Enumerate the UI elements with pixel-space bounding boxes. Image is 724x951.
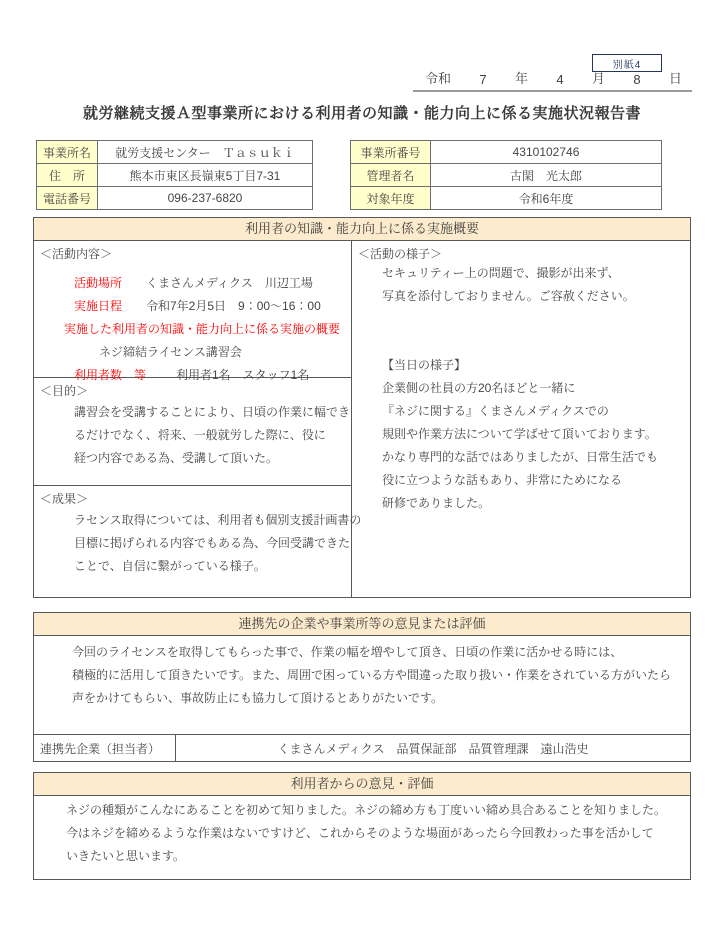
report-date [413, 70, 692, 92]
partner-section-header: 連携先の企業や事業所等の意見または評価 [34, 613, 690, 636]
table-row [351, 164, 662, 187]
attachment-number-label: 別紙4 [612, 59, 642, 71]
spacer [352, 308, 690, 331]
partner-comment-line: 今回のライセンスを取得してもらった事で、作業の幅を増やして頂き、日頃の作業に活かせる時には、 [72, 645, 623, 659]
manager-name-value: 古閑 光太郎 [431, 164, 662, 187]
appearance-day-line: 役に立つような話もあり、非常にためになる [382, 473, 623, 487]
result-line: ことで、自信に繋がっている様子。 [74, 559, 266, 573]
appearance-box-title: ＜活動の様子＞ [358, 247, 443, 261]
activity-count-label: 利用者数 等 [74, 368, 147, 382]
purpose-line: 経つ内容である為、受講して頂いた。 [74, 451, 279, 465]
purpose-line: 講習会を受講することにより、日頃の作業に幅でき [74, 405, 351, 419]
result-box [34, 486, 362, 598]
overview-section [33, 217, 691, 598]
partner-company-label: 連携先企業（担当者） [34, 735, 176, 761]
appearance-day-line: 企業側の社員の方20名ほどと一緒に [382, 381, 576, 395]
activity-box [34, 241, 351, 382]
activity-schedule-value: 令和7年2月5日 9：00～16：00 [146, 299, 321, 313]
activity-place-row [34, 272, 351, 295]
user-feedback-text [34, 796, 690, 868]
purpose-box-title: ＜目的＞ [40, 384, 89, 398]
page-title: 就労継続支援Ａ型事業所における利用者の知識・能力向上に係る実施状況報告書 [82, 105, 641, 122]
office-number-label: 事業所番号 [351, 141, 431, 164]
date-day-unit: 日 [668, 71, 682, 86]
table-row [37, 141, 313, 164]
office-number-value: 4310102746 [431, 141, 662, 164]
result-line: 目標に掲げられる内容でもある為、今回受講できた [74, 536, 351, 550]
office-info-table-right [350, 140, 662, 210]
office-name-label: 事業所名 [37, 141, 98, 164]
overview-body [34, 241, 690, 598]
date-year-unit: 年 [514, 71, 528, 86]
activity-summary-value: ネジ締結ライセンス講習会 [99, 345, 242, 359]
office-name-value: 就労支援センター Ｔａｓｕｋｉ [98, 141, 313, 164]
appearance-day-line: 規則や作業方法について学ばせて頂いております。 [382, 427, 657, 441]
result-line: ラセンス取得については、利用者も個別支援計画書の [74, 513, 362, 527]
target-year-label: 対象年度 [351, 187, 431, 210]
activity-schedule-label: 実施日程 [74, 299, 123, 313]
appearance-day-title: 【当日の様子】 [382, 358, 467, 372]
appearance-day-line: 研修でありました。 [382, 496, 491, 510]
purpose-text [34, 401, 351, 470]
spacer [352, 331, 690, 354]
table-row [37, 187, 313, 210]
date-month-unit: 月 [591, 71, 605, 86]
activity-rows [34, 272, 351, 387]
partner-company-row [34, 734, 690, 761]
office-address-value: 熊本市東区長嶺東5丁目7-31 [98, 164, 313, 187]
user-feedback-section-header: 利用者からの意見・評価 [34, 773, 690, 796]
office-address-label: 住 所 [37, 164, 98, 187]
partner-section [33, 612, 691, 762]
result-text [34, 509, 362, 578]
partner-comment-line: 積極的に活用して頂きたいです。また、周囲で困っている方や間違った取り扱い・作業をされている方がいたら [72, 668, 672, 682]
date-month-value: 4 [556, 72, 564, 87]
target-year-value: 令和6年度 [431, 187, 662, 210]
appearance-day-line: 『ネジに関する』くまさんメディクスでの [382, 404, 609, 418]
activity-schedule-row [34, 295, 351, 318]
partner-company-value: くまさんメディクス 品質保証部 品質管理課 遠山浩史 [277, 741, 589, 756]
activity-place-label: 活動場所 [74, 276, 123, 290]
office-phone-value: 096-237-6820 [98, 187, 313, 210]
date-era: 令和 [425, 71, 452, 86]
table-row [351, 141, 662, 164]
result-box-title: ＜成果＞ [40, 492, 89, 506]
appearance-security-line: 写真を添付しておりません。ご容赦ください。 [382, 289, 635, 303]
user-feedback-line: 今はネジを締めるような作業はないですけど、これからそのような場面があったら今回教わった事を活かして [66, 826, 654, 840]
table-row [351, 187, 662, 210]
office-info-table-left [36, 140, 313, 210]
overview-section-header: 利用者の知識・能力向上に係る実施概要 [34, 218, 690, 241]
user-feedback-section [33, 772, 691, 880]
activity-summary-label: 実施した利用者の知識・能力向上に係る実施の概要 [64, 322, 341, 336]
appearance-security-line: セキュリティー上の問題で、撮影が出来ず、 [382, 266, 620, 280]
appearance-box [352, 241, 690, 598]
overview-left-column [34, 241, 362, 598]
purpose-box [34, 378, 351, 486]
partner-comment-text [34, 636, 690, 734]
appearance-text [352, 262, 690, 515]
date-year-value: 7 [479, 72, 487, 87]
user-feedback-line: いきたいと思います。 [66, 849, 186, 863]
user-feedback-line: ネジの種類がこんなにあることを初めて知りました。ネジの締め方も丁度いい締め具合あることを知りました。 [66, 803, 667, 817]
activity-box-title: ＜活動内容＞ [40, 247, 113, 261]
appearance-day-line: かなり専門的な話ではありましたが、日常生活でも [382, 450, 659, 464]
partner-comment-line: 声をかけてもらい、事故防止にも協力して頂けるとありがたいです。 [72, 691, 444, 705]
manager-name-label: 管理者名 [351, 164, 431, 187]
activity-place-value: くまさんメディクス 川辺工場 [146, 276, 313, 290]
purpose-line: るだけでなく、将来、一般就労した際に、役に [74, 428, 326, 442]
office-phone-label: 電話番号 [37, 187, 98, 210]
table-row [37, 164, 313, 187]
date-day-value: 8 [633, 72, 641, 87]
activity-count-value: 利用者1名 スタッフ1名 [176, 368, 310, 382]
